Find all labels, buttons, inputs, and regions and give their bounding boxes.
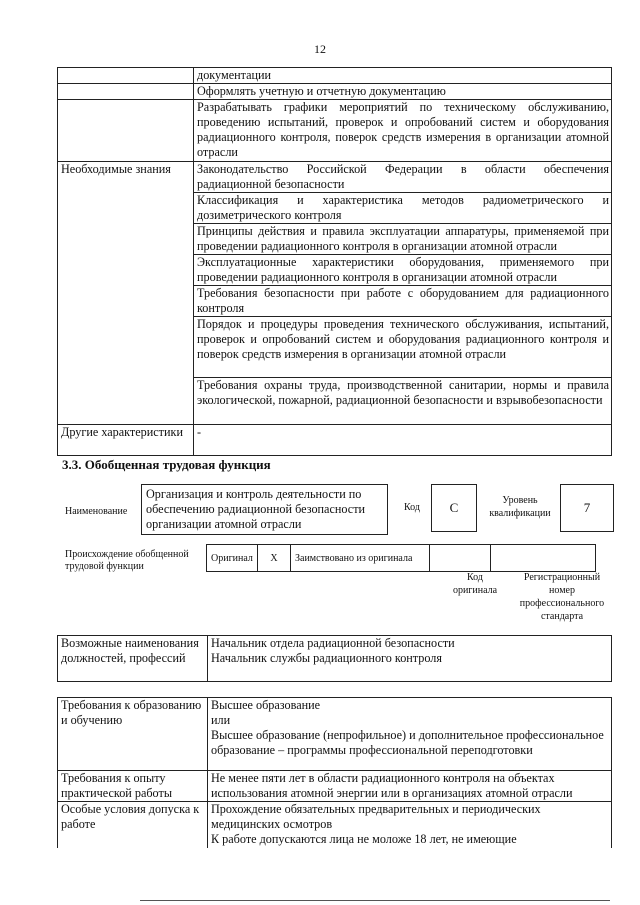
education-label: Требования к образованию и обучению	[58, 698, 208, 771]
admission-conditions-value	[208, 802, 612, 848]
row-text: Принципы действия и правила эксплуатации аппаратуры, применяемой при проведении радиационного контроля в организации атомной отрасли	[194, 224, 612, 255]
row-label	[58, 68, 194, 84]
reg-number-cell	[491, 545, 596, 572]
table-row	[58, 802, 612, 848]
row-label	[58, 378, 194, 425]
admission-conditions-label: Особые условия допуска к работе	[58, 802, 208, 848]
table-row	[58, 84, 612, 100]
row-label	[58, 286, 194, 317]
code-box: С	[431, 484, 477, 532]
row-text: Эксплуатационные характеристики оборудования, применяемого при проведении радиационного контроля в организации атомной отрасли	[194, 255, 612, 286]
list-item: или	[211, 713, 231, 727]
requirements-table	[57, 697, 612, 848]
code-original-cell	[430, 545, 491, 572]
list-item: Не менее пяти лет в области радиационного контроля на объектах использования атомной энергии или в организациях атомной отрасли	[211, 771, 573, 800]
table-row	[58, 193, 612, 224]
experience-label: Требования к опыту практической работы	[58, 771, 208, 802]
knowledge-label: Необходимые знания	[58, 162, 194, 193]
list-item: Начальник отдела радиационной безопасности	[211, 636, 455, 650]
positions-list	[208, 636, 612, 682]
experience-value	[208, 771, 612, 802]
table-row	[58, 698, 612, 771]
table-row	[58, 100, 612, 162]
row-text: Требования охраны труда, производственной санитарии, нормы и правила экологической, пожарной, радиационной безопасности и взрывобезопасности	[194, 378, 612, 425]
row-text: Оформлять учетную и отчетную документацию	[194, 84, 612, 100]
other-characteristics-label: Другие характеристики	[58, 425, 194, 456]
qualification-level-label: Уровень квалификации	[489, 495, 551, 519]
bottom-rule	[140, 900, 610, 901]
origin-label: Происхождение обобщенной трудовой функции	[65, 549, 189, 572]
row-text: Разрабатывать графики мероприятий по техническому обслуживанию, проведению испытаний, проверок и опробований систем и оборудования радиационного контроля, поверок средств измерения в организации атомной отрасли	[194, 100, 612, 162]
table-row	[58, 224, 612, 255]
table-row	[58, 378, 612, 425]
table-row	[58, 317, 612, 378]
list-item: Начальник службы радиационного контроля	[211, 651, 442, 665]
table-row	[58, 255, 612, 286]
page-number: 12	[314, 42, 326, 56]
positions-label: Возможные наименования должностей, профессий	[58, 636, 208, 682]
original-label: Оригинал	[207, 545, 258, 572]
list-item: Высшее образование	[211, 698, 321, 712]
row-label	[58, 255, 194, 286]
code-label: Код	[404, 502, 420, 513]
row-label	[58, 100, 194, 162]
row-label	[58, 193, 194, 224]
function-name-box: Организация и контроль деятельности по обеспечению радиационной безопасности организации атомной отрасли	[141, 484, 388, 535]
code-original-label: Код оригинала	[452, 572, 498, 596]
positions-table	[57, 635, 612, 682]
table-row	[58, 68, 612, 84]
row-text: документации	[194, 68, 612, 84]
row-text: Законодательство Российской Федерации в области обеспечения радиационной безопасности	[194, 162, 612, 193]
borrowed-label: Заимствовано из оригинала	[291, 545, 430, 572]
row-text: Классификация и характеристика методов радиометрического и дозиметрического контроля	[194, 193, 612, 224]
list-item: Прохождение обязательных предварительных и периодических медицинских осмотров	[211, 802, 541, 831]
row-text: Требования безопасности при работе с оборудованием для радиационного контроля	[194, 286, 612, 317]
table-row	[58, 636, 612, 682]
name-label: Наименование	[65, 506, 128, 517]
original-mark: Х	[258, 545, 291, 572]
row-label	[58, 317, 194, 378]
qualification-level-box: 7	[560, 484, 614, 532]
table-row	[58, 425, 612, 456]
row-text: Порядок и процедуры проведения технического обслуживания, испытаний, проверок и опробований систем и оборудования радиационного контроля и поверок средств измерения в организации атомной отрасли	[194, 317, 612, 378]
section-heading: 3.3. Обобщенная трудовая функция	[62, 457, 271, 472]
list-item: К работе допускаются лица не моложе 18 лет, не имеющие	[211, 832, 517, 846]
table-row	[58, 286, 612, 317]
row-text: -	[194, 425, 612, 456]
education-value	[208, 698, 612, 771]
list-item: Высшее образование (непрофильное) и дополнительное профессиональное образование – программы профессиональной переподготовки	[211, 728, 604, 757]
reg-number-label: Регистрационный номер профессионального стандарта	[519, 572, 605, 622]
table-row	[58, 771, 612, 802]
row-label	[58, 224, 194, 255]
origin-table	[206, 544, 596, 572]
table-row	[58, 162, 612, 193]
row-label	[58, 84, 194, 100]
skills-knowledge-table	[57, 67, 612, 456]
